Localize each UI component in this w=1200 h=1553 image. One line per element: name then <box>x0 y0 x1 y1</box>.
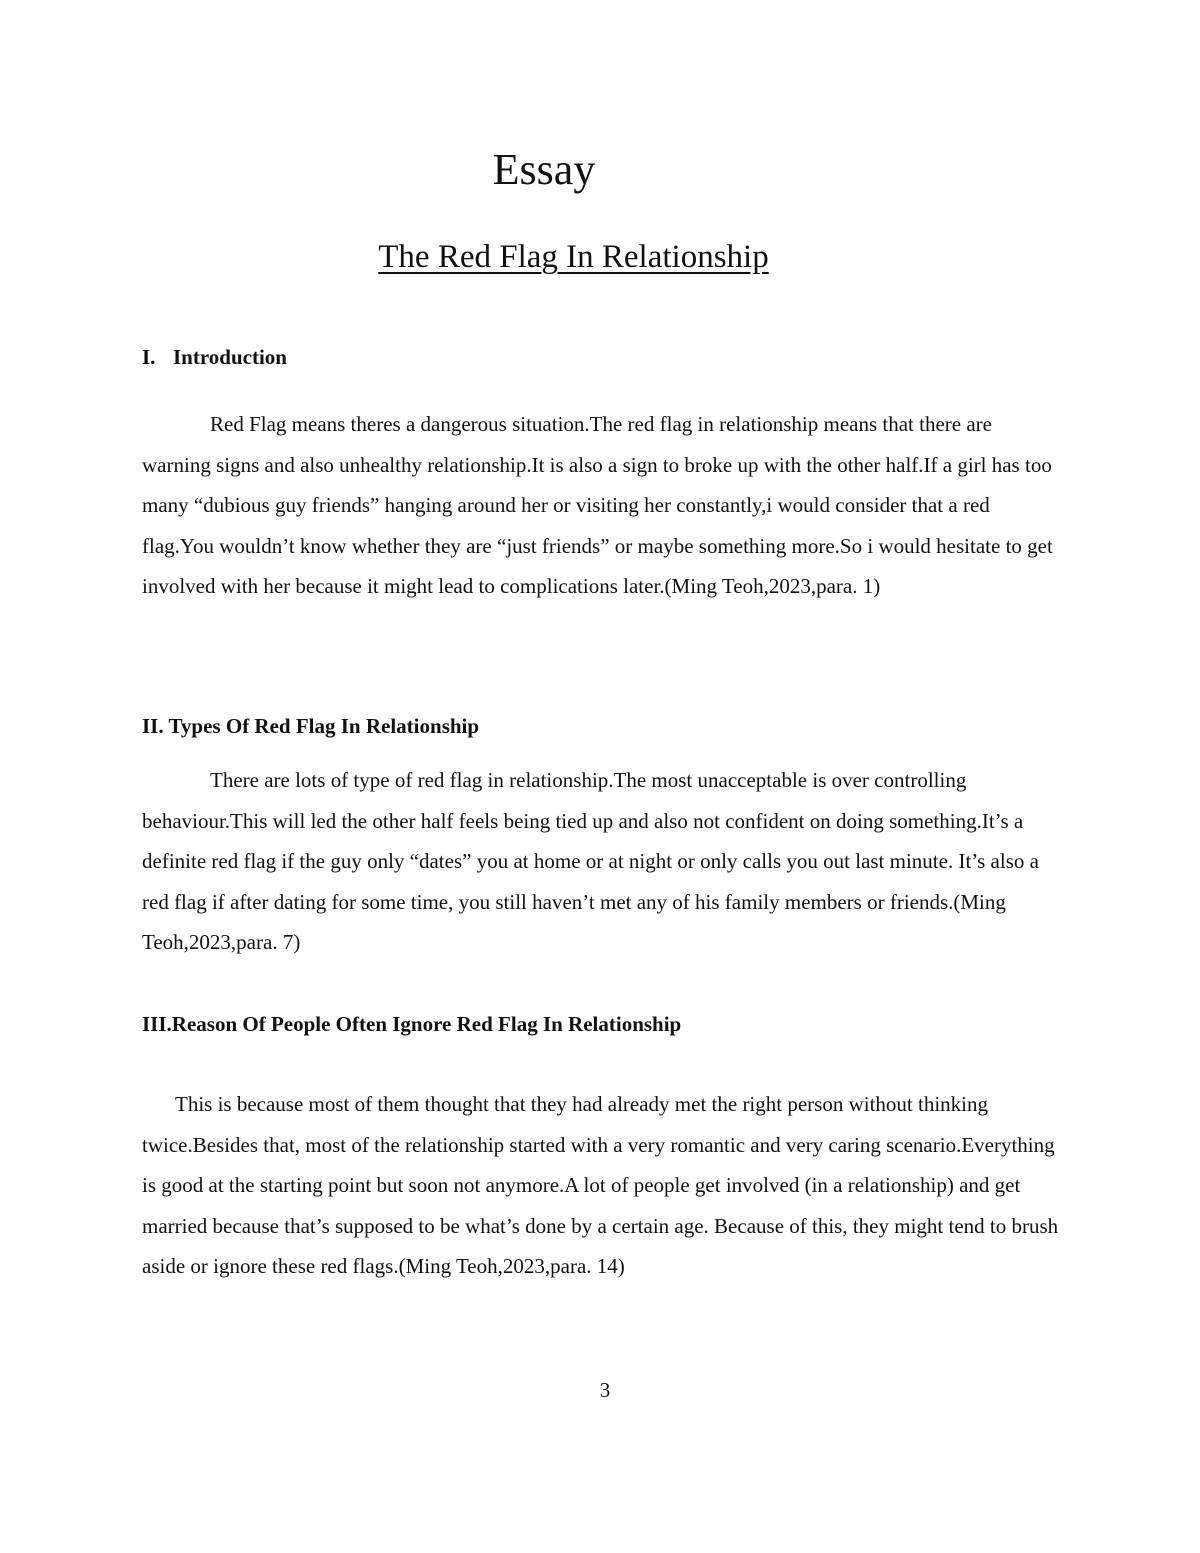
paragraph-introduction: Red Flag means theres a dangerous situation.The red flag in relationship means that there are warning signs and also unhealthy relationship.It is also a sign to broke up with the other half.If a girl has too many “dubious guy friends” hanging around her or visiting her constantly,i would consider that a red flag.You wouldn’t know whether they are “just friends” or maybe something more.So i would hesitate to get involved with her because it might lead to complications later.(Ming Teoh,2023,para. 1) <box>142 412 1053 598</box>
section-heading-introduction <box>142 342 287 372</box>
document-subtitle: The Red Flag In Relationship <box>378 239 769 275</box>
paragraph-types: There are lots of type of red flag in relationship.The most unacceptable is over controlling behaviour.This will led the other half feels being tied up and also not confident on doing something.It’s a definite red flag if the guy only “dates” you at home or at night or only calls you out last minute. It’s also a red flag if after dating for some time, you still haven’t met any of his family members or friends.(Ming Teoh,2023,para. 7) <box>142 768 1039 954</box>
section-number: I. <box>142 345 156 369</box>
section-number: II. <box>142 714 164 738</box>
section-number: III. <box>142 1012 172 1036</box>
section-heading-types <box>142 711 479 741</box>
section-heading-text: Types Of Red Flag In Relationship <box>168 714 480 738</box>
paragraph-reasons: This is because most of them thought that they had already met the right person without thinking twice.Besides that, most of the relationship started with a very romantic and very caring scenario.Everything is good at the starting point but soon not anymore.A lot of people get involved (in a relationship) and get married because that’s supposed to be what’s done by a certain age. Because of this, they might tend to brush aside or ignore these red flags.(Ming Teoh,2023,para. 14) <box>142 1092 1059 1278</box>
section-heading-text: Introduction <box>173 345 287 369</box>
page-number: 3 <box>599 1378 611 1402</box>
section-heading-reasons <box>142 1009 681 1039</box>
document-title: Essay <box>492 145 596 194</box>
section-heading-text: Reason Of People Often Ignore Red Flag In Relationship <box>171 1012 682 1036</box>
